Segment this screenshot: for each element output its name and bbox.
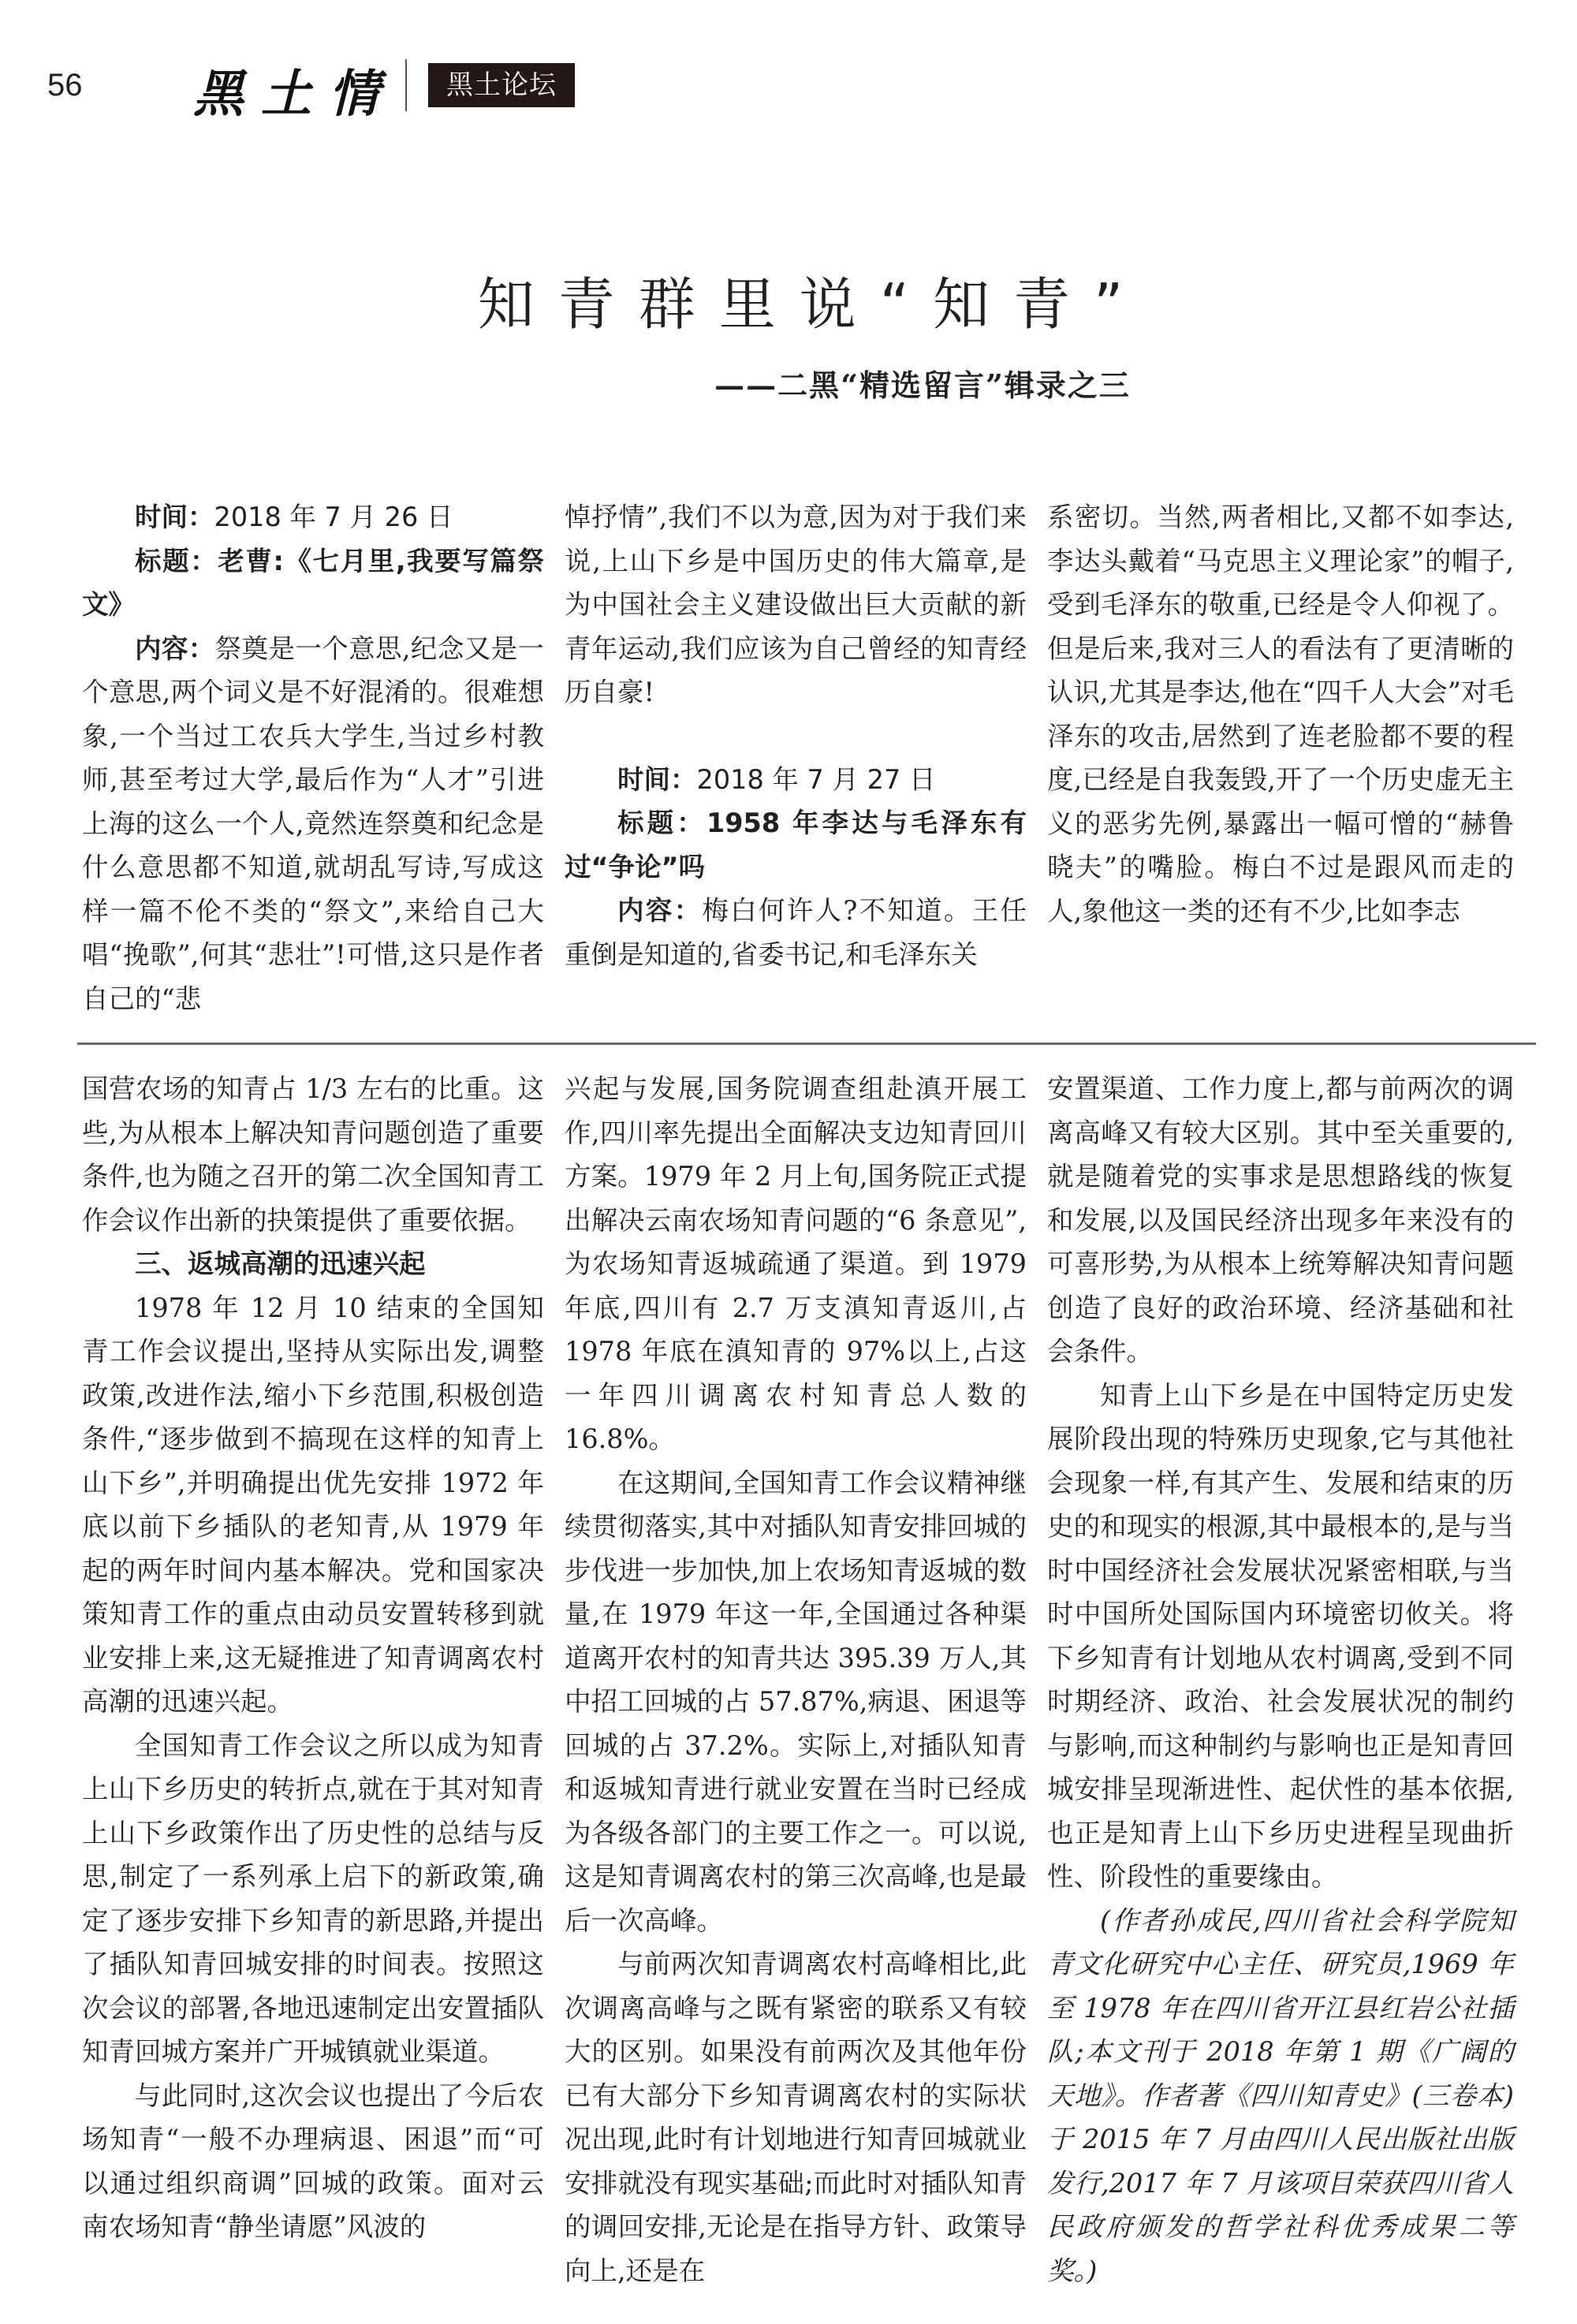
- paragraph: 知青上山下乡是在中国特定历史发展阶段出现的特殊历史现象,它与其他社会现象一样,有其产生、发展和结束的历史的和现实的根源,其中最根本的,是与当时中国经济社会发展状况紧密相联,与当时中国所处国际国内环境密切攸关。将下乡知青有计划地从农村调离,受到不同时期经济、政治、社会发展状况的制约与影响,而这种制约与影响也正是知青回城安排呈现渐进性、起伏性的基本依据,也正是知青上山下乡历史进程呈现曲折性、阶段性的重要缘由。: [1047, 1379, 1514, 1892]
- paragraph: 全国知青工作会议之所以成为知青上山下乡历史的转折点,就在于其对知青上山下乡政策作出了历史性的总结与反思,制定了一系列承上启下的新政策,确定了逐步安排下乡知青的新思路,并提出了插队知青回城安排的时间表。按照这次会议的部署,各地迅速制定出安置插队知青回城方案并广开城镇就业渠道。: [82, 1729, 544, 2067]
- message-2-content-cont: 系密切。当然,两者相比,又都不如李达,李达头戴着“马克思主义理论家”的帽子,受到毛泽东的敬重,已经是令人仰视了。但是后来,我对三人的看法有了更清晰的认识,尤其是李达,他在“四千人大会”对毛泽东的攻击,居然到了连老脸都不要的程度,已经是自我轰毁,开了一个历史虚无主义的恶劣先例,暴露出一幅可憎的“赫鲁晓夫”的嘴脸。梅白不过是跟风而走的人,象他这一类的还有不少,比如李志: [1047, 502, 1514, 927]
- message-1-content: [82, 627, 544, 1021]
- paragraph: 兴起与发展,国务院调查组赴滇开展工作,四川率先提出全面解决支边知青回川方案。1979 年 2 月上旬,国务院正式提出解决云南农场知青问题的“6 条意见”,为农场知青返城疏通了渠道。到 1979 年底,四川有 2.7 万支滇知青返川,占 1978 年底在滇知青的 97%以上,占这一年四川调离农村知青总人数的 16.8%。: [565, 1073, 1027, 1454]
- upper-section: [0, 495, 1577, 1020]
- paragraph: 在这期间,全国知青工作会议精神继续贯彻落实,其中对插队知青安排回城的步伐进一步加快,加上农场知青返城的数量,在 1979 年这一年,全国通过各种渠道离开农村的知青共达 395.39 万人,其中招工回城的占 57.87%,病退、困退等回城的占 37.2%。实际上,对插队知青和返城知青进行就业安置在当时已经成为各级各部门的主要工作之一。可以说,这是知青调离农村的第三次高峰,也是最后一次高峰。: [565, 1467, 1027, 1936]
- magazine-logo: 黑土情: [193, 65, 397, 124]
- content-label: 内容：: [135, 632, 215, 664]
- content-label: 内容：: [617, 895, 703, 926]
- upper-column-3: [1047, 495, 1514, 933]
- message-2-content: [565, 889, 1027, 976]
- column-badge: 黑土论坛: [428, 63, 575, 107]
- spacer: [565, 714, 1027, 758]
- title-value: 1958 年李达与毛泽东有过“争论”吗: [565, 808, 1027, 882]
- lower-column-2: [565, 1067, 1027, 2292]
- time-value: 2018 年 7 月 27 日: [696, 763, 936, 795]
- lower-section: [0, 1067, 1577, 2292]
- title-block: [0, 267, 1577, 495]
- upper-column-1: [82, 495, 544, 1020]
- time-value: 2018 年 7 月 26 日: [214, 502, 453, 532]
- article-title: 知青群里说“知青”: [477, 271, 1147, 338]
- message-1-content-cont: 悼抒情”,我们不以为意,因为对于我们来说,上山下乡是中国历史的伟大篇章,是为中国社会主义建设做出巨大贡献的新青年运动,我们应该为自己曾经的知青经历自豪!: [565, 502, 1027, 707]
- content-text: 梅白何许人?不知道。王任重倒是知道的,省委书记,和毛泽东关: [565, 895, 1027, 970]
- section-heading: 三、返城高潮的迅速兴起: [135, 1248, 426, 1279]
- content-text: 祭奠是一个意思,纪念又是一个意思,两个词义是不好混淆的。很难想象,一个当过工农兵大学生,当过乡村教师,甚至考过大学,最后作为“人才”引进上海的这么一个人,竟然连祭奠和纪念是什么意思都不知道,就胡乱写诗,写成这样一篇不伦不类的“祭文”,来给自己大唱“挽歌”,何其“悲壮”!可惜,这只是作者自己的“悲: [82, 632, 544, 1014]
- time-label: 时间：: [617, 763, 697, 795]
- lower-column-3: [1047, 1067, 1514, 2292]
- lower-column-1: [82, 1067, 544, 2249]
- paragraph: 与前两次知青调离农村高峰相比,此次调离高峰与之既有紧密的联系又有较大的区别。如果没有前两次及其他年份已有大部分下乡知青调离农村的实际状况出现,此时有计划地进行知青回城就业安排就没有现实基础;而此时对插队知青的调回安排,无论是在指导方针、政策导向上,还是在: [565, 1949, 1027, 2286]
- paragraph: 国营农场的知青占 1/3 左右的比重。这些,为从根本上解决知青问题创造了重要条件,也为随之召开的第二次全国知青工作会议作出新的抉策提供了重要依据。: [82, 1073, 544, 1236]
- paragraph: 与此同时,这次会议也提出了今后农场知青“一般不办理病退、困退”而“可以通过组织商调”回城的政策。面对云南农场知青“静坐请愿”风波的: [82, 2080, 544, 2242]
- paragraph: 安置渠道、工作力度上,都与前两次的调离高峰又有较大区别。其中至关重要的,就是随着党的实事求是思想路线的恢复和发展,以及国民经济出现多年来没有的可喜形势,为从根本上统筹解决知青问题创造了良好的政治环境、经济基础和社会条件。: [1047, 1073, 1514, 1367]
- message-2-title: [565, 801, 1027, 889]
- section-divider-wrap: [0, 1020, 1577, 1067]
- section-divider: [77, 1043, 1536, 1045]
- header-divider: [405, 59, 407, 111]
- upper-column-2: [565, 495, 1027, 976]
- title-label: 标题：: [135, 545, 218, 576]
- time-label: 时间：: [135, 502, 214, 532]
- paragraph: 1978 年 12 月 10 结束的全国知青工作会议提出,坚持从实际出发,调整政策,改进作法,缩小下乡范围,积极创造条件,“逐步做到不搞现在这样的知青上山下乡”,并明确提出优先安排 1972 年底以前下乡插队的老知青,从 1979 年起的两年时间内基本解决。党和国家决策知青工作的重点由动员安置转移到就业安排上来,这无疑推进了知青调离农村高潮的迅速兴起。: [82, 1292, 544, 1717]
- article-subtitle: ——二黑“精选留言”辑录之三: [714, 367, 1131, 403]
- title-value: 老曹:《七月里,我要写篇祭文》: [82, 545, 545, 620]
- message-1-title: [82, 539, 544, 627]
- title-label: 标题：: [617, 808, 706, 838]
- page-header: [0, 0, 1577, 158]
- message-2-time: [565, 758, 1027, 802]
- author-note: (作者孙成民,四川省社会科学院知青文化研究中心主任、研究员,1969 年至 1978 年在四川省开江县红岩公社插队;本文刊于 2018 年第 1 期《广阔的天地》。作者著《四川知青史》(三卷本)于 2015 年 7 月由四川人民出版社出版发行,2017 年 7 月该项目荣获四川省人民政府颁发的哲学社科优秀成果二等奖。): [1047, 1904, 1514, 2286]
- page-number: 56: [47, 68, 83, 103]
- message-1-time: [82, 495, 544, 539]
